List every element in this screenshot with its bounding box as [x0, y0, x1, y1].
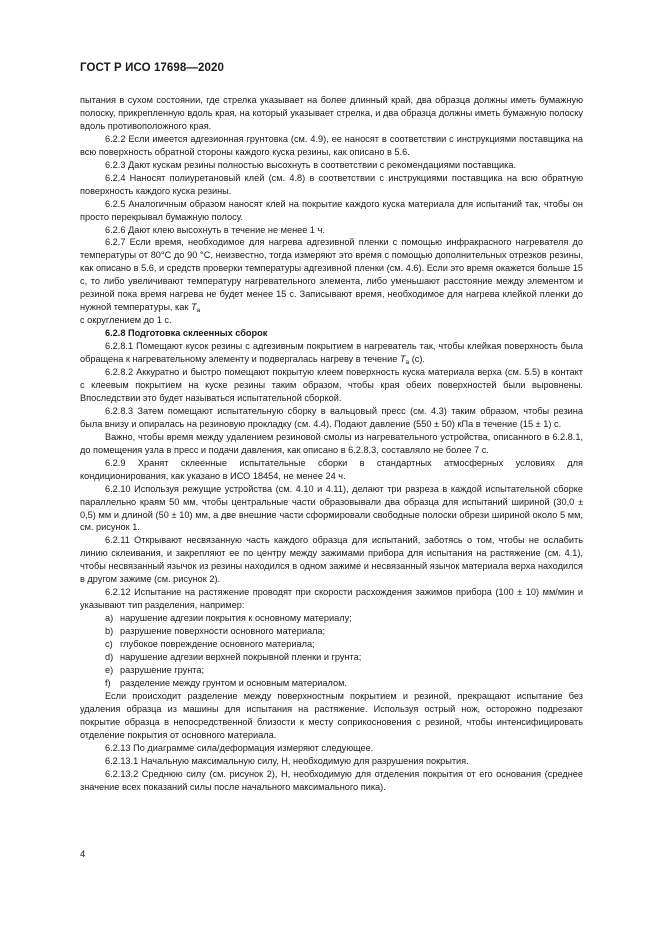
paragraph-text: 6.2.8.1 Помещают кусок резины с адгезивным покрытием в нагреватель так, чтобы клейкая поверхность была обращена к нагревательному элементу и подвергалась нагреву в течение	[80, 341, 583, 365]
symbol-ta: $T_a$	[399, 354, 410, 367]
list-item: e) разрушение грунта;	[105, 664, 205, 675]
list-item: c) глубокое повреждение основного материала;	[105, 639, 315, 650]
list-item: a) нарушение адгезии покрытия к основному материалу;	[105, 613, 352, 624]
paragraph: 6.2.12 Испытание на растяжение проводят при скорости расхождения зажимов прибора (100 ± 10) мм/мин и указывают тип разделения, например:	[80, 587, 583, 611]
paragraph: 6.2.10 Используя режущие устройства (см. 4.10 и 4.11), делают три разреза в каждой испытательной сборке параллельно краям 50 мм, чтобы центральные части образовывали два образца для испытаний шириной (30,0 ± 0,5) мм и длиной (50 ± 10) мм, а две внешние части сформировали свободные полоски обрези шириной около 5 мм, см. рисунок 1.	[80, 483, 583, 533]
paragraph: 6.2.11 Открывают несвязанную часть каждого образца для испытаний, заботясь о том, чтобы не ослабить линию склеивания, и закрепляют ее по центру между зажимами прибора для испытания на растяжение (см. 4.1), чтобы несвязанный язычок из резины находился в одном зажиме и несвязанный язычок материала верха находился в другом зажиме (см. рисунок 2).	[80, 535, 583, 585]
list-item: f) разделение между грунтом и основным материалом.	[105, 677, 347, 688]
paragraph-text: (с).	[411, 354, 425, 365]
paragraph: Важно, чтобы время между удалением резиновой смолы из нагревательного устройства, описанного в 6.2.8.1, до помещения узла в пресс и подачи давления, как описано в 6.2.8.3, составляло не более 7 с.	[80, 431, 583, 455]
section-heading: 6.2.8 Подготовка склеенных сборок	[105, 328, 268, 339]
paragraph-6-2-7	[80, 236, 583, 314]
paragraph: 6.2.13.2 Среднюю силу (см. рисунок 2), Н, необходимую для отделения покрытия от его основания (среднее значение всех показаний силы после начального максимального пика).	[80, 768, 583, 792]
paragraph: с округлением до 1 с.	[80, 315, 172, 326]
document-header: ГОСТ Р ИСО 17698—2020	[80, 62, 225, 74]
paragraph-6-2-8-1	[80, 340, 583, 366]
paragraph: 6.2.13 По диаграмме сила/деформация измеряют следующее.	[105, 742, 374, 753]
paragraph-text: 6.2.7 Если время, необходимое для нагрева адгезивной пленки с помощью инфракрасного нагревателя до температуры от 80°С до 90 °С, неизвестно, тогда измеряют это время с помощью дополнительных отрезков резины, как описано в 5.6, и средств проверки температуры адгезивной пленки (см. 4.6). Если это время окажется больше 15 с, то либо увеличивают температуру нагревательного элемента, либо уменьшают расстояние между элементом и резиной пока время нагрева не будет менее 15 с. Записывают время, необходимое для нагрева клейкой пленки до нужной температуры, как	[80, 237, 583, 313]
paragraph: 6.2.5 Аналогичным образом наносят клей на покрытие каждого куска материала для испытаний так, чтобы он просто перекрывал бумажную полосу.	[80, 198, 583, 222]
paragraph: пытания в сухом состоянии, где стрелка указывает на более длинный край, два образца должны иметь бумажную полоску, прикрепленную вдоль края, на который указывает стрелка, и два образца должны иметь бумажную полоску вдоль противоположного края.	[80, 95, 583, 131]
list-item: b) разрушение поверхности основного материала;	[105, 626, 326, 637]
paragraph: 6.2.3 Дают кускам резины полностью высохнуть в соответствии с рекомендациями поставщика.	[105, 159, 517, 170]
paragraph: 6.2.9 Хранят склеенные испытательные сборки в стандартных атмосферных условиях для кондиционирования, как указано в ИСО 18454, не менее 24 ч.	[80, 457, 583, 481]
paragraph: 6.2.4 Наносят полиуретановый клей (см. 4.8) в соответствии с инструкциями поставщика на всю обратную поверхность каждого куска резины.	[80, 172, 583, 196]
paragraph: 6.2.6 Дают клею высохнуть в течение не менее 1 ч.	[105, 224, 325, 235]
paragraph: 6.2.13.1 Начальную максимальную силу, Н, необходимую для разрушения покрытия.	[105, 755, 469, 766]
paragraph: 6.2.8.2 Аккуратно и быстро помещают покрытую клеем поверхность куска материала верха (см. 5.5) в контакт с клеевым покрытием на куске резины таким образом, чтобы края обеих поверхностей были выровнены. Впоследствии это будет называться испытательной сборкой.	[80, 367, 583, 403]
list-item: d) нарушение адгезии верхней покрывной пленки и грунта;	[105, 651, 362, 662]
paragraph: 6.2.2 Если имеется адгезионная грунтовка (см. 4.9), ее наносят в соответствии с инструкциями поставщика на всю поверхность обратной стороны каждого куска резины, как описано в 5.6.	[80, 133, 583, 157]
paragraph: 6.2.8.3 Затем помещают испытательную сборку в вальцовый пресс (см. 4.3) таким образом, чтобы резина была внизу и опиралась на резиновую прокладку (см. 4.4). Подают давление (550 ± 50) кПа в течение (15 ± 1) с.	[80, 405, 583, 429]
page-number: 4	[80, 849, 86, 860]
paragraph: Если происходит разделение между поверхностным покрытием и резиной, прекращают испытание без удаления образца из машины для испытания на растяжение. Используя острый нож, осторожно подрезают покрытие образца в непосредственной близости к месту соприкосновения с резиной, чтобы интенсифицировать отделение покрытия от основного материала.	[80, 690, 583, 740]
symbol-ta: $T_a$	[190, 302, 201, 315]
page-body	[80, 94, 583, 793]
